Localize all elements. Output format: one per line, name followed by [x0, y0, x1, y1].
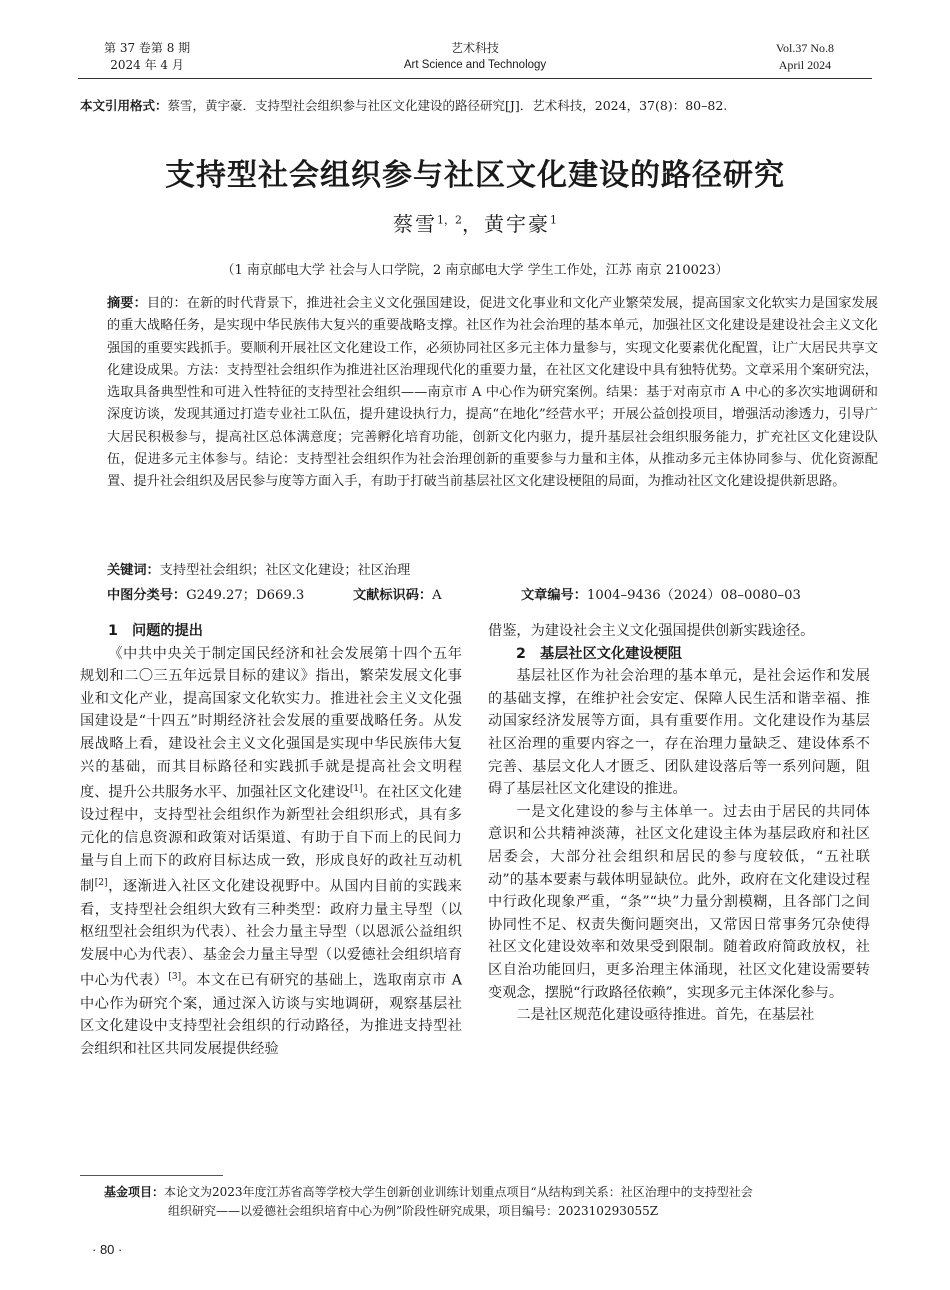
header-vol-no: Vol.37 No.8 — [775, 41, 834, 55]
paragraph-text: ，逐渐进入社区文化建设视野中。从国内目前的实践来看，支持型社会组织大致有三种类型：政府力量主导型（以枢纽型社会组织为代表）、社会力量主导型（以恩派公益组织发展中心为代表）、基金会力量主导型（以爱德社会组织培育中心为代表） — [80, 879, 462, 990]
abstract — [80, 293, 878, 494]
funding-text-line2: 组织研究——以爱德社会组织培育中心为例”阶段性研究成果，项目编号：202310293055Z — [168, 1204, 659, 1218]
abstract-text: 目的：在新的时代背景下，推进社会主义文化强国建设，促进文化事业和文化产业繁荣发展，提高国家文化软实力是国家发展的重大战略任务，是实现中华民族伟大复兴的重要战略支撑。社区作为社会治理的基本单元，加强社区文化建设是建设社会主义文化强国的重要实践抓手。要顺利开展社区文化建设工作，必须协同社区多元主体力量参与，实现文化要素优化配置，让广大居民共享文化建设成果。方法：支持型社会组织作为推进社区治理现代化的重要力量，在社区文化建设中具有独特优势。文章采用个案研究法，选取具备典型性和可进入性特征的支持型社会组织——南京市 A 中心作为研究案例。结果：基于对南京市 A 中心的多次实地调研和深度访谈，发现其通过打造专业社工队伍，提升建设执行力，提高“在地化”经营水平；开展公益创投项目，增强活动渗透力，引导广大居民积极参与，提高社区总体满意度；完善孵化培育功能，创新文化内驱力，提升基层社会组织服务能力，扩充社区文化建设队伍，促进多元主体参与。结论：支持型社会组织作为社会治理创新的重要参与力量和主体，从推动多元主体协同参与、优化资源配置、提升社会组织及居民参与度等方面入手，有助于打破当前基层社区文化建设梗阻的局面，为推动社区文化建设提供新思路。 — [107, 296, 879, 490]
body-right-column — [488, 620, 870, 1027]
body-paragraph-continued: 借鉴，为建设社会主义文化强国提供创新实践途径。 — [488, 623, 815, 639]
body-left-column — [80, 620, 462, 1060]
affiliation: （1 南京邮电大学 社会与人口学院，2 南京邮电大学 学生工作处，江苏 南京 210023） — [221, 263, 729, 278]
paragraph-text: 《中共中央关于制定国民经济和社会发展第十四个五年规划和二〇三五年远景目标的建议》指出，繁荣发展文化事业和文化产业，提高国家文化软实力。推进社会主义文化强国建设是“十四五”时期经济社会发展的重要战略任务。从发展战略上看，建设社会主义文化强国是实现中华民族伟大复兴的基础，而其目标路径和实践抓手就是提高社会文明程度、提升公共服务水平、加强社区文化建设 — [80, 645, 462, 801]
citation-ref[interactable]: [1] — [349, 784, 363, 795]
paragraph-text: 。本文在已有研究的基础上，选取南京市 A 中心作为研究个案，通过深入访谈与实地调研，观察基层社区文化建设中支持型社会组织的行动路径，为推进支持型社会组织和社区共同发展提供经验 — [80, 973, 462, 1057]
funding-line — [104, 1183, 880, 1202]
keywords-text: 支持型社会组织；社区文化建设；社区治理 — [159, 563, 411, 578]
keywords-label: 关键词： — [107, 563, 160, 578]
section-heading-2: 2 基层社区文化建设梗阻 — [516, 645, 682, 662]
section-heading-1: 1 问题的提出 — [108, 623, 203, 639]
doc-code-value: A — [432, 588, 442, 603]
doc-code — [353, 584, 442, 603]
article-number-label: 文章编号： — [521, 588, 587, 603]
page-number: · 80 · — [92, 1242, 123, 1257]
citation-format — [80, 96, 880, 114]
funding-text-line1: 本论文为2023年度江苏省高等学校大学生创新创业训练计划重点项目“从结构到关系：社区治理中的支持型社会 — [164, 1185, 753, 1199]
paper-title: 支持型社会组织参与社区文化建设的路径研究 — [165, 158, 785, 193]
author-name: 蔡雪 — [393, 212, 437, 236]
header-issue-en — [776, 40, 834, 74]
article-number-value: 1004–9436（2024）08–0080–03 — [586, 588, 801, 603]
funding-label: 基金项目： — [104, 1185, 165, 1199]
body-paragraph: 基层社区作为社会治理的基本单元，是社会运作和发展的基础支撑，在维护社会安定、保障人民生活和谐幸福、推动国家经济发展等方面，具有重要作用。文化建设作为基层社区治理的重要内容之一，存在治理力量缺乏、建设体系不完善、基层文化人才匮乏、团队建设落后等一系列问题，阻碍了基层社区文化建设的推进。 — [488, 668, 870, 798]
header-journal-en: Art Science and Technology — [403, 59, 547, 71]
clc-label: 中图分类号： — [107, 588, 187, 603]
header-date-en: April 2024 — [778, 58, 832, 72]
header-volume-issue: 第 37 卷第 8 期 — [104, 41, 191, 55]
citation-ref[interactable]: [3] — [168, 972, 182, 983]
author-affil-mark: 1 — [550, 213, 557, 227]
header-journal-cn: 艺术科技 — [450, 41, 499, 55]
header-journal — [78, 40, 872, 74]
footnote-divider — [80, 1175, 223, 1176]
keywords — [107, 559, 410, 578]
citation-text: 蔡雪，黄宇豪．支持型社会组织参与社区文化建设的路径研究[J]．艺术科技，2024，37(8)：80–82. — [167, 98, 728, 113]
body-paragraph — [80, 643, 462, 1061]
paragraph-text: 。在社区文化建设过程中，支持型社会组织作为新型社会组织形式，具有多元化的信息资源和政策对话渠道、有助于自下而上的民间力量与自上而下的政府目标达成一致，形成良好的政社互动机制 — [80, 784, 462, 895]
doc-code-label: 文献标识码： — [353, 588, 433, 603]
author-name: 黄宇豪 — [484, 212, 550, 236]
clc-number — [107, 584, 304, 603]
author-affil-mark: 1，2 — [437, 213, 462, 227]
abstract-label: 摘要： — [107, 296, 147, 311]
body-paragraph: 二是社区规范化建设亟待推进。首先，在基层社 — [516, 1007, 815, 1024]
running-header — [78, 36, 872, 79]
clc-value: G249.27；D669.3 — [186, 588, 305, 603]
header-date-cn: 2024 年 4 月 — [110, 58, 184, 72]
classification-line — [107, 584, 878, 604]
author-list — [0, 208, 950, 237]
author-separator: ， — [462, 212, 484, 236]
body-paragraph: 一是文化建设的参与主体单一。过去由于居民的共同体意识和公共精神淡薄，社区文化建设主体为基层政府和社区居委会，大部分社会组织和居民的参与度较低，“五社联动”的基本要素与载体明显缺位。此外，政府在文化建设过程中行政化现象严重，“条”“块”力量分割模糊，且各部门之间协同性不足、权责失衡问题突出，又常因日常事务冗杂使得社区文化建设效率和效果受到限制。随着政府简政放权，社区自治功能回归，更多治理主体涌现，社区文化建设需要转变观念，摆脱“行政路径依赖”，实现多元主体深化参与。 — [488, 803, 870, 1001]
citation-ref[interactable]: [2] — [94, 878, 108, 889]
citation-label: 本文引用格式： — [80, 98, 168, 113]
funding-footnote — [104, 1183, 880, 1221]
article-number — [521, 584, 801, 603]
